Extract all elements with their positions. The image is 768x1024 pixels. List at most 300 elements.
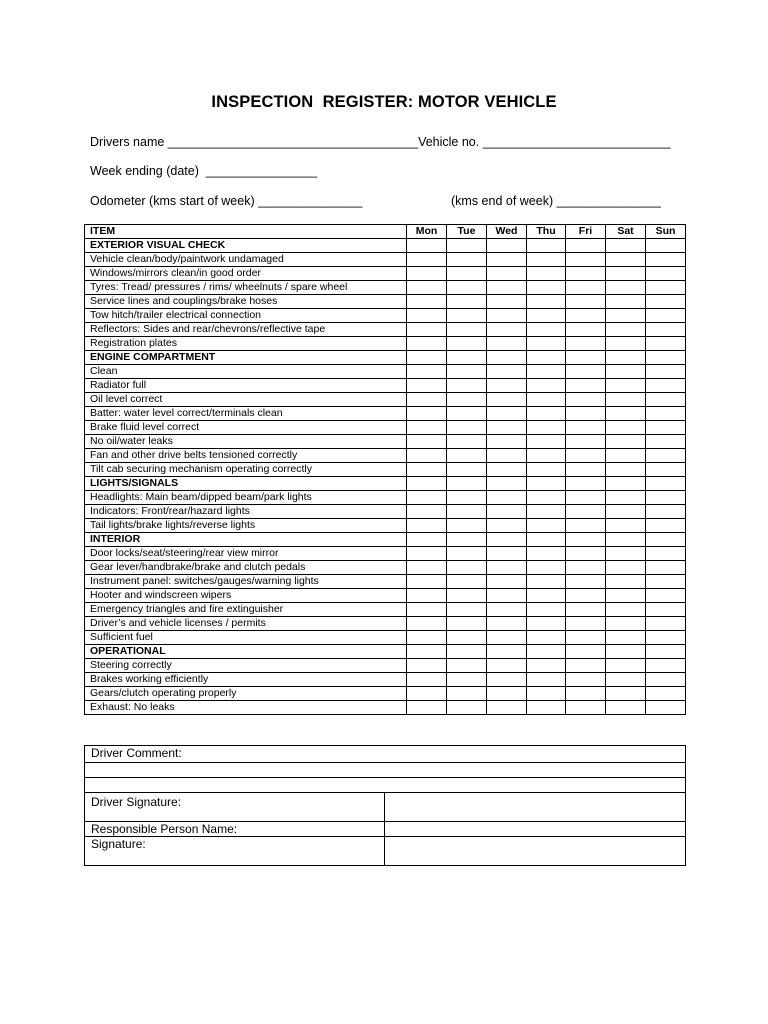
drivers-name-line[interactable]: Drivers name ____________________________________Vehicle no. ___________________________ — [90, 135, 671, 149]
check-cell-wed[interactable] — [487, 281, 527, 295]
check-cell-tue[interactable] — [447, 547, 487, 561]
check-cell-sat[interactable] — [606, 351, 646, 365]
check-cell-sun[interactable] — [646, 631, 686, 645]
check-cell-tue[interactable] — [447, 505, 487, 519]
check-cell-thu[interactable] — [527, 519, 566, 533]
table-row — [85, 589, 686, 603]
check-cell-thu[interactable] — [527, 337, 566, 351]
table-row — [85, 337, 686, 351]
check-cell-mon[interactable] — [407, 449, 447, 463]
check-cell-sun[interactable] — [646, 603, 686, 617]
day-header-fri: Fri — [566, 225, 606, 239]
check-cell-wed[interactable] — [487, 421, 527, 435]
signature-label: Signature: — [85, 837, 385, 866]
check-cell-fri[interactable] — [566, 267, 606, 281]
check-cell-sat[interactable] — [606, 239, 646, 253]
check-cell-mon[interactable] — [407, 379, 447, 393]
check-cell-mon[interactable] — [407, 351, 447, 365]
check-cell-sun[interactable] — [646, 253, 686, 267]
check-cell-wed[interactable] — [487, 449, 527, 463]
check-cell-mon[interactable] — [407, 407, 447, 421]
check-cell-fri[interactable] — [566, 645, 606, 659]
table-row — [85, 295, 686, 309]
check-cell-mon[interactable] — [407, 589, 447, 603]
check-cell-thu[interactable] — [527, 701, 566, 715]
check-cell-thu[interactable] — [527, 365, 566, 379]
check-cell-thu[interactable] — [527, 295, 566, 309]
item-label: Indicators: Front/rear/hazard lights — [85, 505, 407, 519]
check-cell-sat[interactable] — [606, 645, 646, 659]
check-cell-sat[interactable] — [606, 575, 646, 589]
check-cell-mon[interactable] — [407, 309, 447, 323]
check-cell-wed[interactable] — [487, 309, 527, 323]
check-cell-sat[interactable] — [606, 421, 646, 435]
check-cell-sat[interactable] — [606, 281, 646, 295]
check-cell-tue[interactable] — [447, 491, 487, 505]
inspection-table — [84, 224, 686, 715]
check-cell-fri[interactable] — [566, 477, 606, 491]
check-cell-sun[interactable] — [646, 351, 686, 365]
check-cell-tue[interactable] — [447, 435, 487, 449]
check-cell-sat[interactable] — [606, 505, 646, 519]
check-cell-fri[interactable] — [566, 491, 606, 505]
check-cell-mon[interactable] — [407, 687, 447, 701]
check-cell-wed[interactable] — [487, 575, 527, 589]
check-cell-wed[interactable] — [487, 505, 527, 519]
check-cell-wed[interactable] — [487, 295, 527, 309]
table-row — [85, 575, 686, 589]
check-cell-sun[interactable] — [646, 421, 686, 435]
item-label: Batter: water level correct/terminals clean — [85, 407, 407, 421]
check-cell-wed[interactable] — [487, 673, 527, 687]
check-cell-wed[interactable] — [487, 463, 527, 477]
check-cell-fri[interactable] — [566, 659, 606, 673]
check-cell-mon[interactable] — [407, 659, 447, 673]
check-cell-sun[interactable] — [646, 323, 686, 337]
check-cell-sun[interactable] — [646, 687, 686, 701]
table-row — [85, 379, 686, 393]
check-cell-sun[interactable] — [646, 505, 686, 519]
check-cell-mon[interactable] — [407, 645, 447, 659]
check-cell-wed[interactable] — [487, 519, 527, 533]
check-cell-mon[interactable] — [407, 533, 447, 547]
check-cell-thu[interactable] — [527, 393, 566, 407]
check-cell-wed[interactable] — [487, 407, 527, 421]
check-cell-mon[interactable] — [407, 673, 447, 687]
table-row — [85, 449, 686, 463]
table-row — [85, 659, 686, 673]
check-cell-sun[interactable] — [646, 435, 686, 449]
check-cell-fri[interactable] — [566, 253, 606, 267]
section-header-row — [85, 239, 686, 253]
check-cell-fri[interactable] — [566, 337, 606, 351]
check-cell-fri[interactable] — [566, 533, 606, 547]
check-cell-sun[interactable] — [646, 673, 686, 687]
check-cell-sun[interactable] — [646, 393, 686, 407]
check-cell-wed[interactable] — [487, 351, 527, 365]
driver-signature-field[interactable] — [385, 793, 686, 822]
check-cell-tue[interactable] — [447, 463, 487, 477]
check-cell-fri[interactable] — [566, 575, 606, 589]
check-cell-tue[interactable] — [447, 393, 487, 407]
check-cell-fri[interactable] — [566, 351, 606, 365]
check-cell-fri[interactable] — [566, 505, 606, 519]
item-label: Emergency triangles and fire extinguisher — [85, 603, 407, 617]
check-cell-tue[interactable] — [447, 379, 487, 393]
check-cell-mon[interactable] — [407, 631, 447, 645]
check-cell-thu[interactable] — [527, 533, 566, 547]
check-cell-mon[interactable] — [407, 267, 447, 281]
item-label: Tow hitch/trailer electrical connection — [85, 309, 407, 323]
check-cell-sun[interactable] — [646, 407, 686, 421]
check-cell-tue[interactable] — [447, 631, 487, 645]
check-cell-sun[interactable] — [646, 295, 686, 309]
check-cell-tue[interactable] — [447, 589, 487, 603]
check-cell-mon[interactable] — [407, 253, 447, 267]
check-cell-mon[interactable] — [407, 575, 447, 589]
table-row — [85, 603, 686, 617]
check-cell-sat[interactable] — [606, 253, 646, 267]
check-cell-sat[interactable] — [606, 491, 646, 505]
day-header-thu: Thu — [527, 225, 566, 239]
check-cell-thu[interactable] — [527, 421, 566, 435]
check-cell-sat[interactable] — [606, 533, 646, 547]
check-cell-sun[interactable] — [646, 379, 686, 393]
check-cell-thu[interactable] — [527, 267, 566, 281]
item-label: Fan and other drive belts tensioned correctly — [85, 449, 407, 463]
check-cell-sun[interactable] — [646, 645, 686, 659]
check-cell-sat[interactable] — [606, 407, 646, 421]
check-cell-fri[interactable] — [566, 673, 606, 687]
check-cell-sat[interactable] — [606, 589, 646, 603]
check-cell-sat[interactable] — [606, 365, 646, 379]
check-cell-thu[interactable] — [527, 281, 566, 295]
check-cell-thu[interactable] — [527, 379, 566, 393]
check-cell-wed[interactable] — [487, 603, 527, 617]
check-cell-wed[interactable] — [487, 491, 527, 505]
check-cell-sun[interactable] — [646, 365, 686, 379]
check-cell-tue[interactable] — [447, 477, 487, 491]
table-row — [85, 547, 686, 561]
check-cell-thu[interactable] — [527, 589, 566, 603]
check-cell-thu[interactable] — [527, 323, 566, 337]
table-row — [85, 323, 686, 337]
check-cell-fri[interactable] — [566, 519, 606, 533]
item-label: Sufficient fuel — [85, 631, 407, 645]
item-label: Reflectors: Sides and rear/chevrons/reflective tape — [85, 323, 407, 337]
check-cell-fri[interactable] — [566, 449, 606, 463]
check-cell-sat[interactable] — [606, 603, 646, 617]
check-cell-tue[interactable] — [447, 267, 487, 281]
odometer-start-line[interactable]: Odometer (kms start of week) _______________ — [90, 194, 363, 208]
check-cell-tue[interactable] — [447, 365, 487, 379]
check-cell-sat[interactable] — [606, 631, 646, 645]
check-cell-sun[interactable] — [646, 309, 686, 323]
check-cell-mon[interactable] — [407, 365, 447, 379]
check-cell-fri[interactable] — [566, 463, 606, 477]
check-cell-sat[interactable] — [606, 477, 646, 491]
check-cell-thu[interactable] — [527, 253, 566, 267]
check-cell-mon[interactable] — [407, 463, 447, 477]
check-cell-sun[interactable] — [646, 701, 686, 715]
day-header-tue: Tue — [447, 225, 487, 239]
check-cell-thu[interactable] — [527, 645, 566, 659]
check-cell-tue[interactable] — [447, 351, 487, 365]
item-label: Steering correctly — [85, 659, 407, 673]
check-cell-sun[interactable] — [646, 547, 686, 561]
check-cell-thu[interactable] — [527, 659, 566, 673]
item-label: Brake fluid level correct — [85, 421, 407, 435]
check-cell-mon[interactable] — [407, 323, 447, 337]
check-cell-sat[interactable] — [606, 267, 646, 281]
check-cell-wed[interactable] — [487, 533, 527, 547]
check-cell-mon[interactable] — [407, 561, 447, 575]
table-row — [85, 673, 686, 687]
check-cell-mon[interactable] — [407, 617, 447, 631]
check-cell-sat[interactable] — [606, 393, 646, 407]
check-cell-sun[interactable] — [646, 463, 686, 477]
check-cell-sat[interactable] — [606, 701, 646, 715]
driver-comment-field[interactable] — [85, 763, 686, 778]
check-cell-fri[interactable] — [566, 435, 606, 449]
check-cell-thu[interactable] — [527, 561, 566, 575]
check-cell-tue[interactable] — [447, 687, 487, 701]
check-cell-tue[interactable] — [447, 323, 487, 337]
check-cell-wed[interactable] — [487, 253, 527, 267]
check-cell-wed[interactable] — [487, 435, 527, 449]
check-cell-sun[interactable] — [646, 533, 686, 547]
table-row — [85, 365, 686, 379]
item-label: Tail lights/brake lights/reverse lights — [85, 519, 407, 533]
table-row — [85, 267, 686, 281]
driver-comment-field-2[interactable] — [85, 778, 686, 793]
signature-field[interactable] — [385, 837, 686, 866]
check-cell-sun[interactable] — [646, 659, 686, 673]
check-cell-wed[interactable] — [487, 547, 527, 561]
check-cell-wed[interactable] — [487, 365, 527, 379]
check-cell-thu[interactable] — [527, 575, 566, 589]
check-cell-fri[interactable] — [566, 309, 606, 323]
table-row — [85, 701, 686, 715]
check-cell-tue[interactable] — [447, 519, 487, 533]
check-cell-tue[interactable] — [447, 337, 487, 351]
section-header-row — [85, 533, 686, 547]
item-label: Gear lever/handbrake/brake and clutch pedals — [85, 561, 407, 575]
check-cell-fri[interactable] — [566, 561, 606, 575]
check-cell-sat[interactable] — [606, 337, 646, 351]
check-cell-wed[interactable] — [487, 589, 527, 603]
check-cell-sat[interactable] — [606, 673, 646, 687]
check-cell-fri[interactable] — [566, 547, 606, 561]
check-cell-fri[interactable] — [566, 631, 606, 645]
check-cell-fri[interactable] — [566, 617, 606, 631]
check-cell-sun[interactable] — [646, 281, 686, 295]
table-row — [85, 505, 686, 519]
check-cell-sat[interactable] — [606, 323, 646, 337]
check-cell-thu[interactable] — [527, 239, 566, 253]
check-cell-mon[interactable] — [407, 477, 447, 491]
check-cell-sat[interactable] — [606, 659, 646, 673]
check-cell-fri[interactable] — [566, 603, 606, 617]
check-cell-fri[interactable] — [566, 295, 606, 309]
check-cell-mon[interactable] — [407, 281, 447, 295]
check-cell-sat[interactable] — [606, 617, 646, 631]
check-cell-sun[interactable] — [646, 617, 686, 631]
table-row — [85, 617, 686, 631]
check-cell-fri[interactable] — [566, 239, 606, 253]
check-cell-mon[interactable] — [407, 505, 447, 519]
check-cell-sun[interactable] — [646, 337, 686, 351]
check-cell-wed[interactable] — [487, 267, 527, 281]
check-cell-tue[interactable] — [447, 253, 487, 267]
check-cell-mon[interactable] — [407, 603, 447, 617]
item-label: Clean — [85, 365, 407, 379]
check-cell-fri[interactable] — [566, 365, 606, 379]
check-cell-thu[interactable] — [527, 407, 566, 421]
check-cell-sun[interactable] — [646, 477, 686, 491]
check-cell-wed[interactable] — [487, 239, 527, 253]
check-cell-tue[interactable] — [447, 281, 487, 295]
check-cell-sat[interactable] — [606, 687, 646, 701]
check-cell-thu[interactable] — [527, 687, 566, 701]
check-cell-tue[interactable] — [447, 533, 487, 547]
day-header-sat: Sat — [606, 225, 646, 239]
check-cell-sun[interactable] — [646, 561, 686, 575]
check-cell-tue[interactable] — [447, 449, 487, 463]
inspection-rows — [85, 239, 686, 715]
check-cell-mon[interactable] — [407, 435, 447, 449]
table-row — [85, 561, 686, 575]
check-cell-mon[interactable] — [407, 421, 447, 435]
check-cell-tue[interactable] — [447, 309, 487, 323]
responsible-person-field[interactable] — [385, 822, 686, 837]
check-cell-mon[interactable] — [407, 547, 447, 561]
item-label: Brakes working efficiently — [85, 673, 407, 687]
odometer-end-line[interactable]: (kms end of week) _______________ — [451, 194, 661, 208]
table-row — [85, 407, 686, 421]
responsible-person-label: Responsible Person Name: — [85, 822, 385, 837]
item-label: No oil/water leaks — [85, 435, 407, 449]
check-cell-tue[interactable] — [447, 561, 487, 575]
check-cell-sat[interactable] — [606, 435, 646, 449]
table-header-row — [85, 225, 686, 239]
check-cell-thu[interactable] — [527, 673, 566, 687]
check-cell-sat[interactable] — [606, 295, 646, 309]
check-cell-sat[interactable] — [606, 379, 646, 393]
check-cell-wed[interactable] — [487, 379, 527, 393]
table-row — [85, 463, 686, 477]
item-label: Driver’s and vehicle licenses / permits — [85, 617, 407, 631]
check-cell-tue[interactable] — [447, 659, 487, 673]
check-cell-sat[interactable] — [606, 449, 646, 463]
check-cell-wed[interactable] — [487, 645, 527, 659]
check-cell-fri[interactable] — [566, 323, 606, 337]
check-cell-thu[interactable] — [527, 603, 566, 617]
check-cell-fri[interactable] — [566, 421, 606, 435]
check-cell-thu[interactable] — [527, 435, 566, 449]
check-cell-wed[interactable] — [487, 687, 527, 701]
check-cell-thu[interactable] — [527, 547, 566, 561]
item-label: Windows/mirrors clean/in good order — [85, 267, 407, 281]
check-cell-mon[interactable] — [407, 519, 447, 533]
check-cell-wed[interactable] — [487, 477, 527, 491]
check-cell-sun[interactable] — [646, 449, 686, 463]
check-cell-tue[interactable] — [447, 295, 487, 309]
check-cell-sat[interactable] — [606, 463, 646, 477]
check-cell-sat[interactable] — [606, 547, 646, 561]
check-cell-sun[interactable] — [646, 239, 686, 253]
check-cell-mon[interactable] — [407, 239, 447, 253]
check-cell-tue[interactable] — [447, 701, 487, 715]
check-cell-wed[interactable] — [487, 659, 527, 673]
check-cell-sun[interactable] — [646, 519, 686, 533]
check-cell-thu[interactable] — [527, 463, 566, 477]
check-cell-mon[interactable] — [407, 491, 447, 505]
check-cell-sat[interactable] — [606, 519, 646, 533]
week-ending-line[interactable]: Week ending (date) ________________ — [90, 164, 318, 178]
check-cell-tue[interactable] — [447, 645, 487, 659]
check-cell-fri[interactable] — [566, 407, 606, 421]
check-cell-sun[interactable] — [646, 491, 686, 505]
check-cell-fri[interactable] — [566, 281, 606, 295]
check-cell-wed[interactable] — [487, 561, 527, 575]
check-cell-tue[interactable] — [447, 239, 487, 253]
check-cell-thu[interactable] — [527, 309, 566, 323]
check-cell-wed[interactable] — [487, 337, 527, 351]
check-cell-thu[interactable] — [527, 617, 566, 631]
check-cell-sat[interactable] — [606, 309, 646, 323]
check-cell-sat[interactable] — [606, 561, 646, 575]
check-cell-wed[interactable] — [487, 393, 527, 407]
table-row — [85, 253, 686, 267]
check-cell-sun[interactable] — [646, 267, 686, 281]
day-header-sun: Sun — [646, 225, 686, 239]
check-cell-sun[interactable] — [646, 575, 686, 589]
check-cell-fri[interactable] — [566, 589, 606, 603]
check-cell-mon[interactable] — [407, 701, 447, 715]
check-cell-mon[interactable] — [407, 337, 447, 351]
check-cell-mon[interactable] — [407, 393, 447, 407]
check-cell-mon[interactable] — [407, 295, 447, 309]
check-cell-tue[interactable] — [447, 673, 487, 687]
check-cell-thu[interactable] — [527, 505, 566, 519]
check-cell-thu[interactable] — [527, 351, 566, 365]
check-cell-fri[interactable] — [566, 687, 606, 701]
check-cell-fri[interactable] — [566, 379, 606, 393]
check-cell-wed[interactable] — [487, 701, 527, 715]
item-label: Radiator full — [85, 379, 407, 393]
check-cell-tue[interactable] — [447, 617, 487, 631]
check-cell-tue[interactable] — [447, 407, 487, 421]
check-cell-thu[interactable] — [527, 631, 566, 645]
item-label: Service lines and couplings/brake hoses — [85, 295, 407, 309]
check-cell-sun[interactable] — [646, 589, 686, 603]
check-cell-wed[interactable] — [487, 323, 527, 337]
table-row — [85, 421, 686, 435]
check-cell-tue[interactable] — [447, 575, 487, 589]
check-cell-tue[interactable] — [447, 603, 487, 617]
item-label: Gears/clutch operating properly — [85, 687, 407, 701]
table-row — [85, 309, 686, 323]
check-cell-tue[interactable] — [447, 421, 487, 435]
check-cell-thu[interactable] — [527, 491, 566, 505]
check-cell-fri[interactable] — [566, 701, 606, 715]
check-cell-thu[interactable] — [527, 449, 566, 463]
check-cell-wed[interactable] — [487, 617, 527, 631]
check-cell-fri[interactable] — [566, 393, 606, 407]
check-cell-wed[interactable] — [487, 631, 527, 645]
check-cell-thu[interactable] — [527, 477, 566, 491]
